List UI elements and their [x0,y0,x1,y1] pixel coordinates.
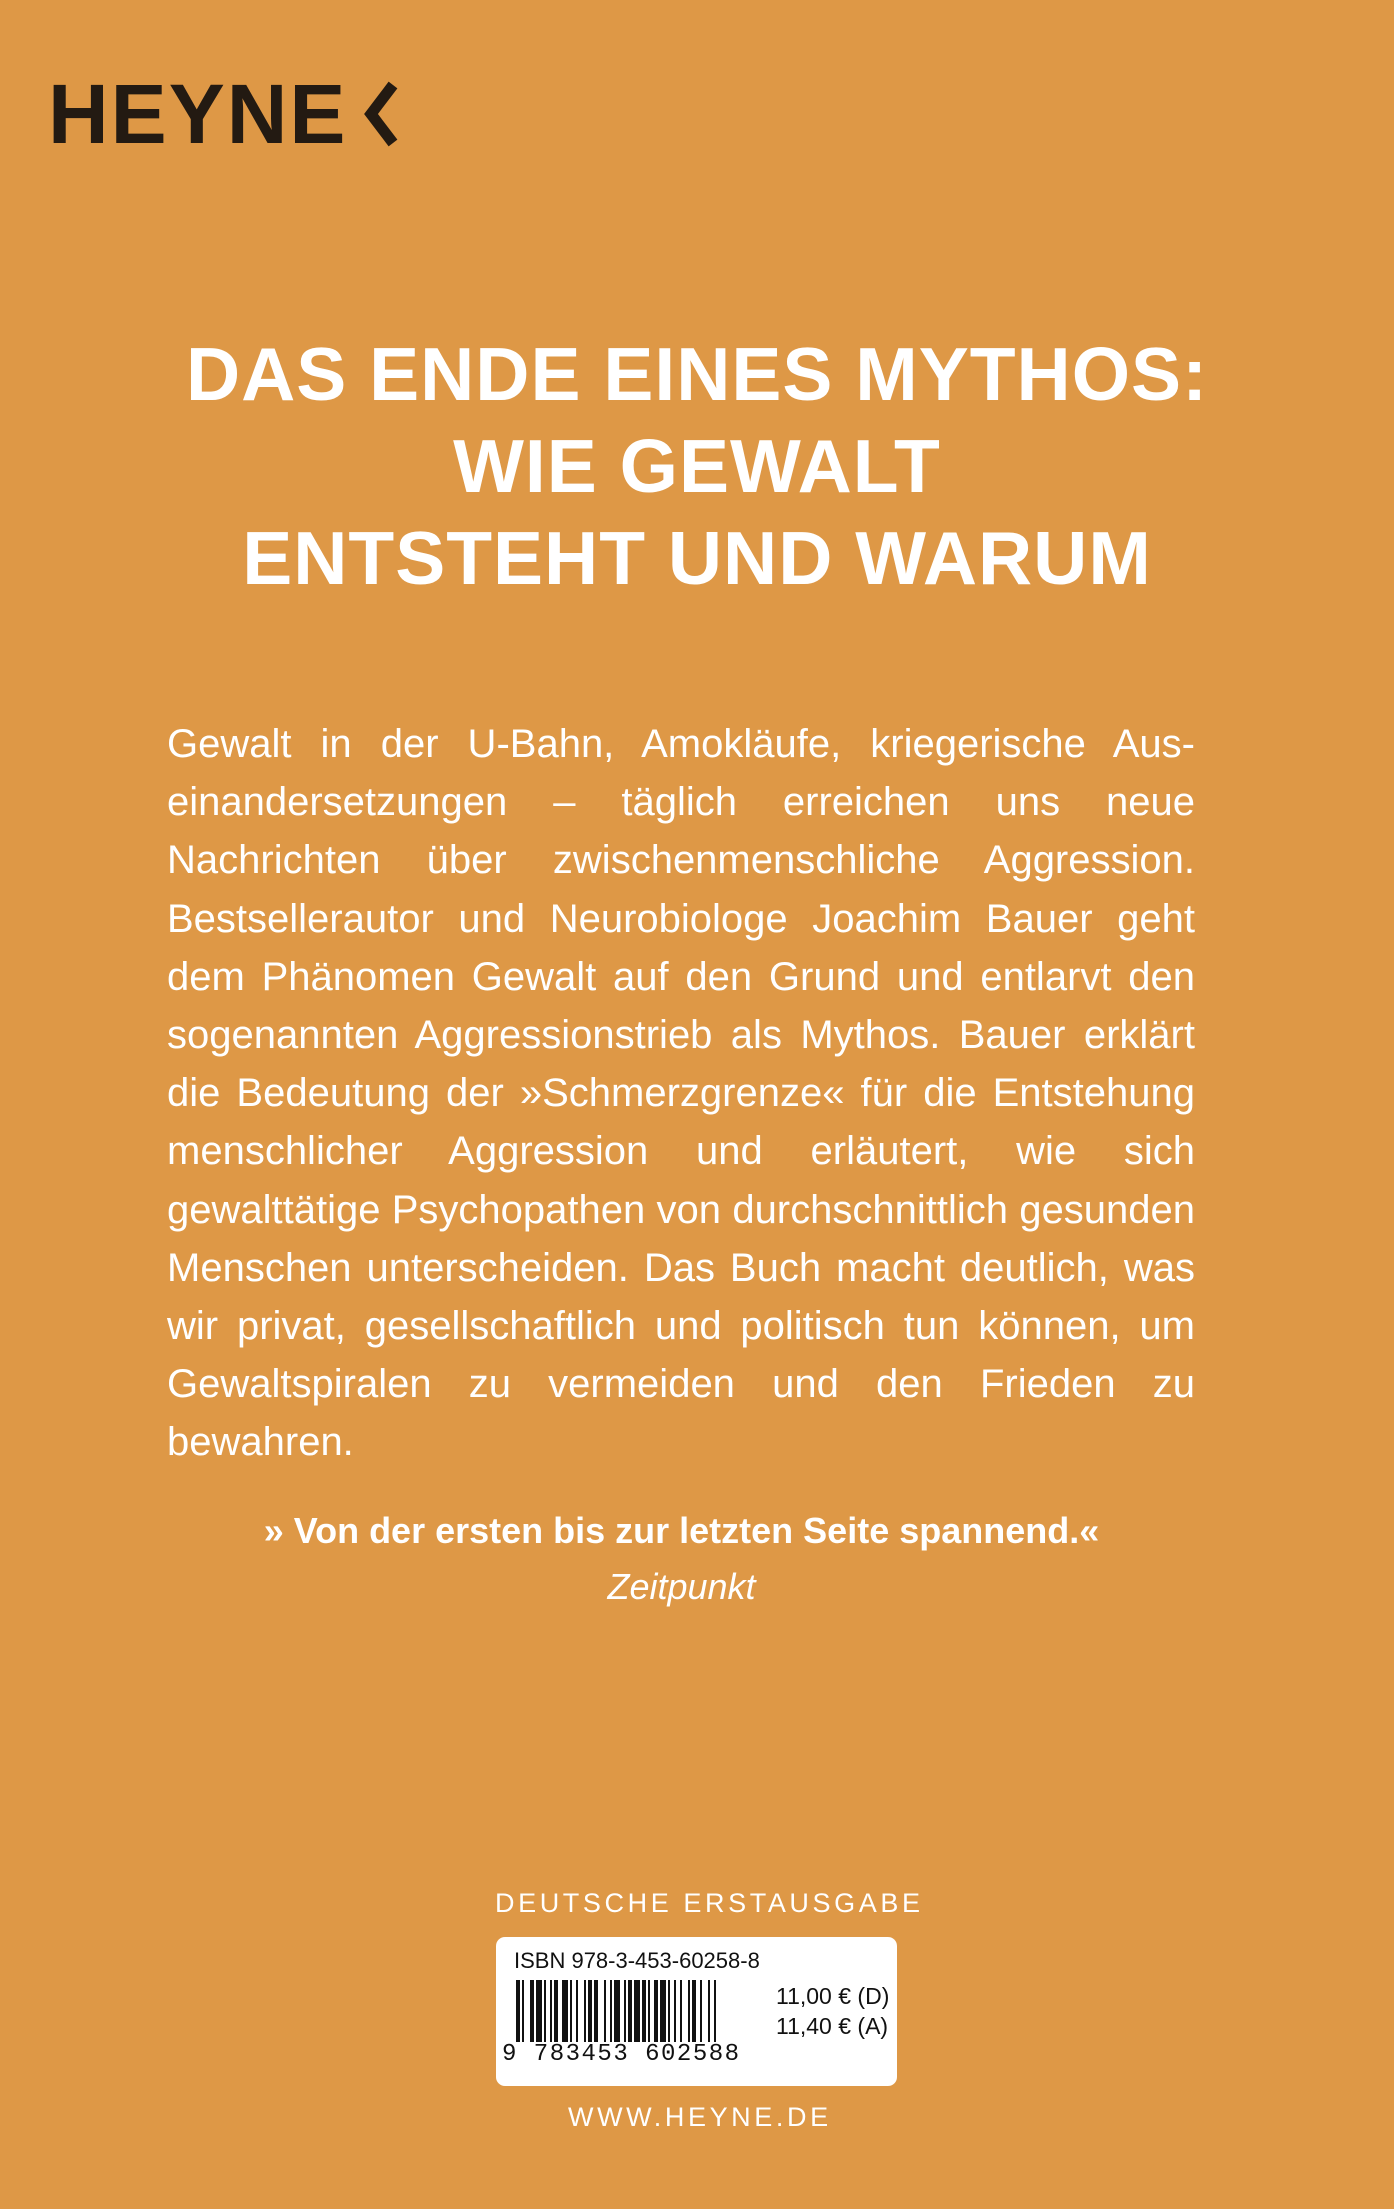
quote-text: » Von der ersten bis zur letzten Seite spannend.« [263,1510,1100,1551]
price-austria: 11,40 € (A) [776,2013,889,2039]
headline [0,328,1394,604]
quote-source: Zeitpunkt [607,1566,756,1607]
headline-line: WIE GEWALT [453,424,941,508]
headline-line: DAS ENDE EINES MYTHOS: [185,332,1209,416]
barcode-box [496,1937,897,2086]
price-list [776,1981,889,2041]
isbn-text: ISBN 978-3-453-60258-8 [514,1948,760,1973]
publisher-logo [48,67,403,161]
price-germany: 11,00 € (D) [776,1983,890,2009]
headline-line: ENTSTEHT UND WARUM [242,516,1152,600]
publisher-logo-text: HEYNE [48,67,348,161]
website-url: WWW.HEYNE.DE [568,2102,832,2132]
edition-label: DEUTSCHE ERSTAUSGABE [495,1888,924,1918]
barcode-bars [516,1980,766,2042]
chevron-left-icon [359,79,403,149]
review-quote [0,1503,1363,1615]
blurb-text: Gewalt in der U-Bahn, Amokläufe, kriegerische Auseinandersetzungen – täglich erreichen uns neue Nachrichten über zwischenmenschliche Aggression. Bestsellerautor und Neurobiologe Joachim Bauer geht dem Phänomen Gewalt auf den Grund und entlarvt den sogenannten Aggressionstrieb als Mythos. Bauer erklärt die Bedeutung der »Schmerzgrenze« für die Entstehung menschlicher Aggression und erläutert, wie sich gewalttätige Psychopathen von durchschnittlich gesunden Menschen unterscheiden. Das Buch macht deutlich, was wir privat, gesellschaftlich und politisch tun können, um Gewaltspiralen zu vermeiden und den Frieden zu bewahren. [167,722,1195,1465]
barcode-digits: 9 783453 602588 [502,2041,741,2068]
